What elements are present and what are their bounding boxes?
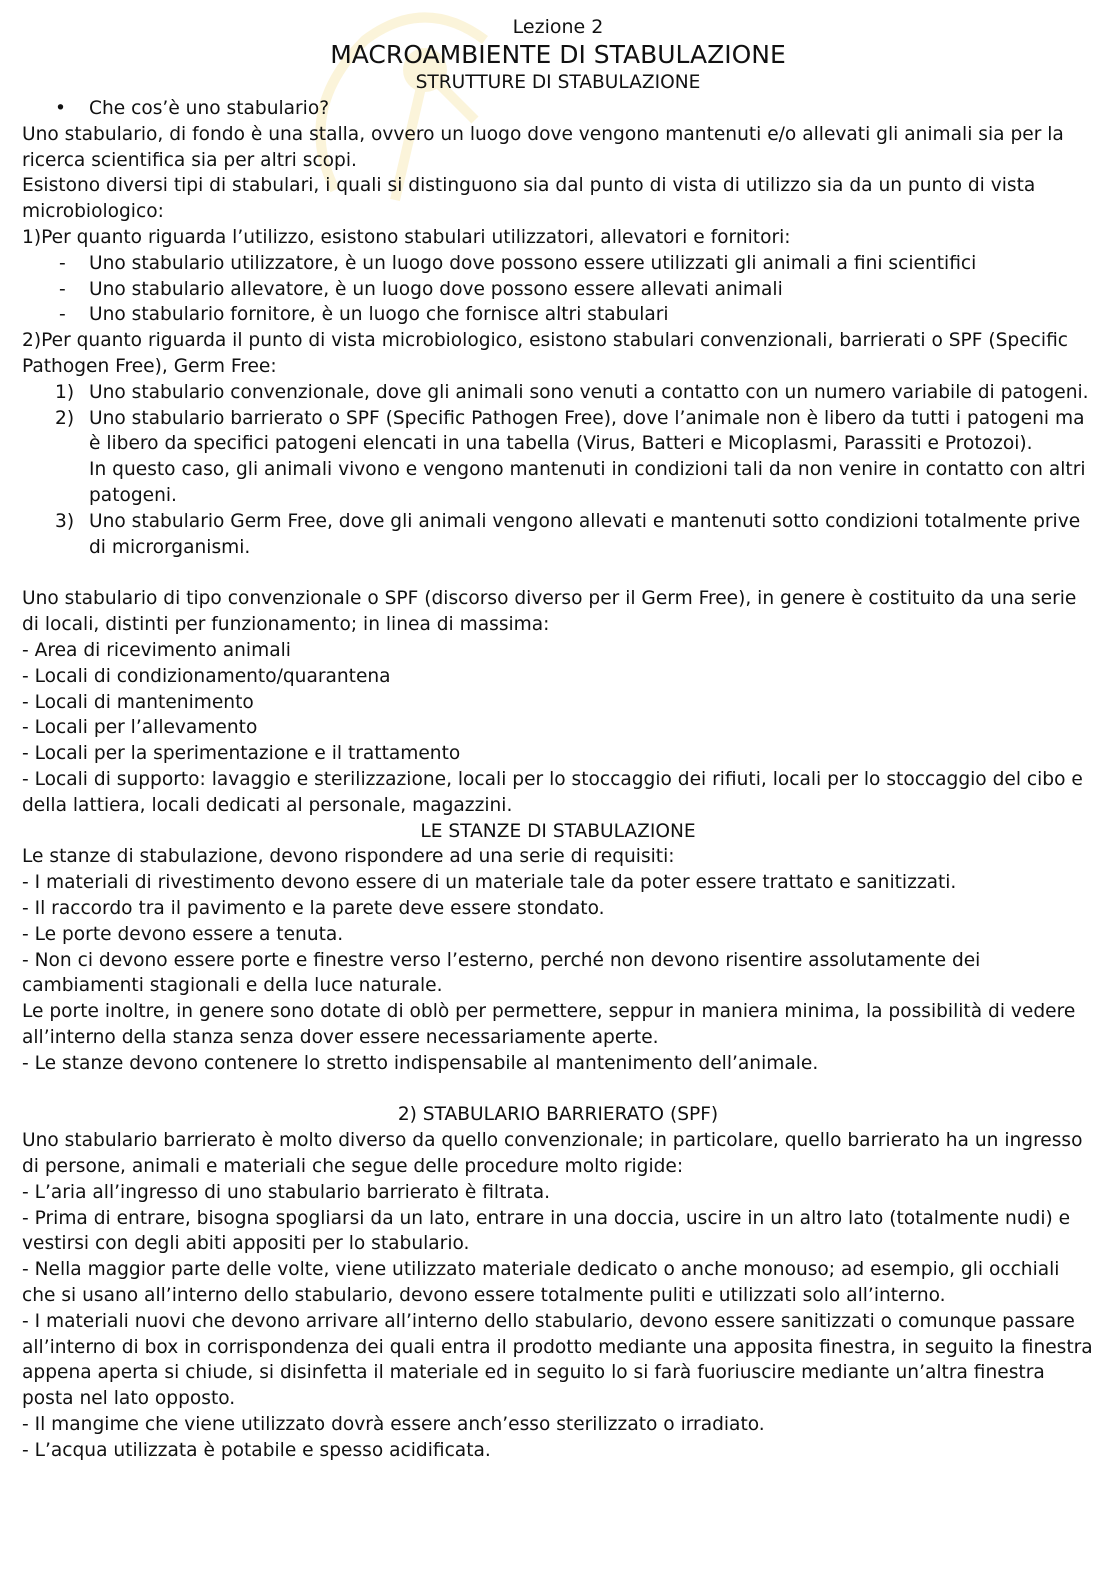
micro-item-text: Uno stabulario convenzionale, dove gli animali sono venuti a contatto con un numero variabile di patogeni. bbox=[89, 381, 1089, 403]
micro-item-extra: In questo caso, gli animali vivono e vengono mantenuti in condizioni tali da non venire in contatto con altri patogeni. bbox=[89, 459, 1086, 506]
intro-paragraph-3: 1)Per quanto riguarda l’utilizzo, esistono stabulari utilizzatori, allevatori e fornitori: bbox=[22, 226, 791, 248]
locals-item: - Locali di mantenimento bbox=[22, 691, 254, 713]
micro-item bbox=[22, 380, 1094, 406]
micro-item-text: Uno stabulario Germ Free, dove gli animali vengono allevati e mantenuti sotto condizioni totalmente prive di microrganismi. bbox=[89, 510, 1081, 558]
page-title: MACROAMBIENTE DI STABULAZIONE bbox=[330, 40, 786, 69]
intro-paragraph-1: Uno stabulario, di fondo è una stalla, ovvero un luogo dove vengono mantenuti e/o allevati gli animali sia per la ricerca scientifica sia per altri scopi. bbox=[22, 123, 1064, 171]
locals-item: - Area di ricevimento animali bbox=[22, 639, 291, 661]
spf-paragraph: Uno stabulario barrierato è molto diverso da quello convenzionale; in particolare, quello barrierato ha un ingresso di persone, animali e materiali che segue delle procedure molto rigide: bbox=[22, 1130, 1083, 1178]
list-number: 2) bbox=[55, 407, 75, 429]
intro-question: • Che cos’è uno stabulario? bbox=[22, 96, 1094, 122]
spf-item: - I materiali nuovi che devono arrivare all’interno dello stabulario, devono essere sanitizzati o comunque passare all’interno di box in corrispondenza dei quali entra il prodotto mediante una apposita finestra, in seguito la finestra appena aperta si chiude, si disinfetta il materiale ed in seguito lo si farà fuoriuscire mediante un’altra finestra posta nel lato opposto. bbox=[22, 1310, 1093, 1410]
locals-item: - Locali per l’allevamento bbox=[22, 717, 258, 739]
list-number: 3) bbox=[55, 510, 75, 532]
rooms-item: Le porte inoltre, in genere sono dotate di oblò per permettere, seppur in maniera minima, la possibilità di vedere all’interno della stanza senza dover essere necessariamente aperte. bbox=[22, 1001, 1076, 1048]
use-item: - Uno stabulario utilizzatore, è un luogo dove possono essere utilizzati gli animali a fini scientifici bbox=[22, 251, 1094, 277]
locals-item: - Locali di condizionamento/quarantena bbox=[22, 665, 391, 687]
rooms-item: - Il raccordo tra il pavimento e la parete deve essere stondato. bbox=[22, 897, 605, 919]
section-heading-spf: 2) STABULARIO BARRIERATO (SPF) bbox=[397, 1104, 719, 1126]
spf-item: - L’aria all’ingresso di uno stabulario barrierato è filtrata. bbox=[22, 1181, 551, 1203]
page-subtitle: STRUTTURE DI STABULAZIONE bbox=[415, 72, 701, 93]
spf-item: - Il mangime che viene utilizzato dovrà essere anch’esso sterilizzato o irradiato. bbox=[22, 1414, 765, 1436]
spf-item: - Prima di entrare, bisogna spogliarsi da un lato, entrare in una doccia, uscire in un altro lato (totalmente nudi) e vestirsi con degli abiti appositi per lo stabulario. bbox=[22, 1207, 1071, 1255]
lesson-label: Lezione 2 bbox=[512, 16, 604, 38]
rooms-item: - Le porte devono essere a tenuta. bbox=[22, 923, 344, 945]
locals-item: - Locali di supporto: lavaggio e sterilizzazione, locali per lo stoccaggio dei rifiuti, locali per lo stoccaggio del cibo e della lattiera, locali dedicati al personale, magazzini. bbox=[22, 768, 1083, 816]
micro-item bbox=[22, 509, 1094, 561]
rooms-paragraph: Le stanze di stabulazione, devono rispondere ad una serie di requisiti: bbox=[22, 846, 675, 868]
locals-item: - Locali per la sperimentazione e il trattamento bbox=[22, 743, 461, 765]
use-item: - Uno stabulario fornitore, è un luogo che fornisce altri stabulari bbox=[22, 302, 1094, 328]
use-item: - Uno stabulario allevatore, è un luogo dove possono essere allevati animali bbox=[22, 277, 1094, 303]
intro-paragraph-4: 2)Per quanto riguarda il punto di vista microbiologico, esistono stabulari convenzionali, barrierati o SPF (Specific Pathogen Free), Germ Free: bbox=[22, 330, 1068, 377]
rooms-item: - I materiali di rivestimento devono essere di un materiale tale da poter essere trattato e sanitizzati. bbox=[22, 872, 957, 894]
document-page bbox=[22, 14, 1094, 1464]
micro-item-text: Uno stabulario barrierato o SPF (Specific Pathogen Free), dove l’animale non è libero da tutti i patogeni ma è libero da specifici patogeni elencati in una tabella (Virus, Batteri e Micoplasmi, Parassiti e Protozoi). bbox=[89, 407, 1085, 455]
micro-item bbox=[22, 406, 1094, 509]
spf-item: - Nella maggior parte delle volte, viene utilizzato materiale dedicato o anche monouso; ad esempio, gli occhiali che si usano all’interno dello stabulario, devono essere totalmente puliti e utilizzati solo all’interno. bbox=[22, 1259, 1060, 1307]
section-heading-rooms: LE STANZE DI STABULAZIONE bbox=[420, 820, 696, 842]
rooms-item: - Le stanze devono contenere lo stretto indispensabile al mantenimento dell’animale. bbox=[22, 1052, 819, 1074]
locals-paragraph: Uno stabulario di tipo convenzionale o SPF (discorso diverso per il Germ Free), in genere è costituito da una serie di locali, distinti per funzionamento; in linea di massima: bbox=[22, 588, 1077, 636]
intro-paragraph-2: Esistono diversi tipi di stabulari, i quali si distinguono sia dal punto di vista di utilizzo sia da un punto di vista microbiologico: bbox=[22, 175, 1036, 223]
list-number: 1) bbox=[55, 381, 75, 403]
spf-item: - L’acqua utilizzata è potabile e spesso acidificata. bbox=[22, 1439, 491, 1461]
rooms-item: - Non ci devono essere porte e finestre verso l’esterno, perché non devono risentire assolutamente dei cambiamenti stagionali e della luce naturale. bbox=[22, 949, 981, 997]
